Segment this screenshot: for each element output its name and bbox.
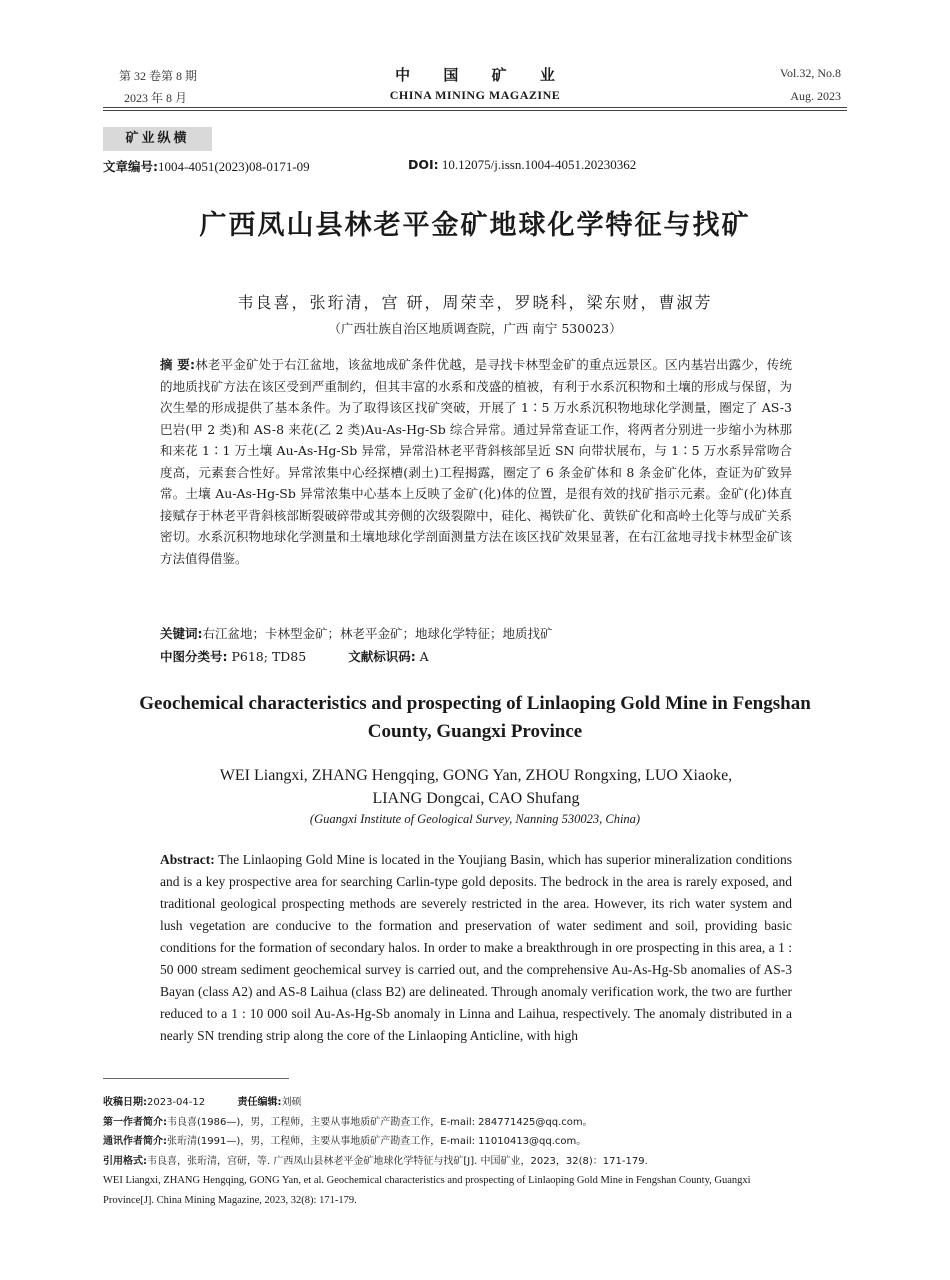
header-rule-bottom: [103, 110, 847, 111]
authors-en-line-1: WEI Liangxi, ZHANG Hengqing, GONG Yan, ZHOU Rongxing, LUO Xiaoke,: [219, 767, 733, 784]
article-number: [103, 157, 310, 175]
received-date: 2023-04-12: [147, 1097, 206, 1108]
abstract-en: [160, 849, 792, 1047]
journal-date-cn: 2023 年 8 月: [124, 91, 188, 105]
section-tag: 矿业纵横: [103, 127, 212, 151]
clc-label: 中图分类号:: [160, 649, 228, 664]
keywords-cn: [160, 624, 553, 642]
citation-label: 引用格式:: [103, 1155, 147, 1167]
keywords-text: 右江盆地；卡林型金矿；林老平金矿；地球化学特征；地质找矿: [202, 626, 553, 641]
abstract-en-text: The Linlaoping Gold Mine is located in the Youjiang Basin, which has superior mineralization conditions and is a key prospective area for searching Carlin-type gold deposits. The bedrock in the area is rarely exposed, and traditional geological prospecting methods are severely restricted in the area. However, its rich water system and lush vegetation are conducive to the formation and preservation of water sediment and soil, providing basic conditions for the formation of secondary halos. In order to make a breakthrough in ore prospecting in this area, a 1 : 50 000 stream sediment geochemical survey is carried out, and the comprehensive Au-As-Hg-Sb anomalies of AS-3 Bayan (class A2) and AS-8 Laihua (class B2) are delineated. Through anomaly verification work, the two are further reduced to a 1 : 10 000 soil Au-As-Hg-Sb anomaly in Linna and Laihua, respectively. The anomaly distributed in a nearly SN trending strip along the core of the Linlaoping Anticline, with high: [160, 852, 792, 1043]
corresponding-label: 通讯作者简介:: [103, 1136, 167, 1147]
header-rule-top: [103, 107, 847, 108]
authors-cn: 韦良喜，张珩清，宫 研，周荣幸，罗晓科，梁东财，曹淑芳: [237, 293, 713, 312]
article-number-label: 文章编号:: [103, 159, 158, 174]
abstract-en-label: Abstract:: [160, 852, 215, 867]
doi-label: DOI:: [408, 157, 439, 172]
citation-en-line-2: Province[J]. China Mining Magazine, 2023, 32(8): 171-179.: [103, 1194, 357, 1206]
journal-date-en: Aug. 2023: [790, 89, 841, 103]
authors-en: [160, 764, 792, 810]
abstract-cn: [160, 354, 792, 569]
clc-value: P618; TD85: [231, 649, 307, 664]
affiliation-en: (Guangxi Institute of Geological Survey, Nanning 530023, China): [309, 812, 641, 826]
doi: [408, 157, 636, 173]
paper-title-cn: 广西凤山县林老平金矿地球化学特征与找矿: [199, 210, 751, 241]
corresponding-text: 张珩清(1991—)，男，工程师，主要从事地质矿产勘查工作，E-mail: 11010413@qq.com。: [167, 1136, 587, 1147]
first-author-line: [103, 1113, 853, 1133]
citation-en-line-1: WEI Liangxi, ZHANG Hengqing, GONG Yan, et al. Geochemical characteristics and prospecting of Linlaoping Gold Mine in Fengshan County, Guangxi: [103, 1175, 751, 1186]
first-author-label: 第一作者简介:: [103, 1116, 167, 1128]
received-label: 收稿日期:: [103, 1097, 147, 1108]
abstract-cn-text: 林老平金矿处于右江盆地，该盆地成矿条件优越，是寻找卡林型金矿的重点远景区。区内基岩出露少，传统的地质找矿方法在该区受到严重制约，但其丰富的水系和茂盛的植被，有利于水系沉积物和土壤的形成与保留，为次生晕的形成提供了基本条件。为了取得该区找矿突破，开展了 1∶5 万水系沉积物地球化学测量，圈定了 AS-3 巴岩(甲 2 类)和 AS-8 来花(乙 2 类)Au-As-Hg-Sb 综合异常。通过异常查证工作，将两者分别进一步缩小为林那和来花 1∶1 万土壤 Au-As-Hg-Sb 异常，异常沿林老平背斜核部呈近 SN 向带状展布，与 1∶5 万水系异常吻合度高，元素套合性好。异常浓集中心经探槽(剥土)工程揭露，圈定了 6 条金矿体和 8 条金矿化体，查证为矿致异常。土壤 Au-As-Hg-Sb 异常浓集中心基本上反映了金矿(化)体的位置，是很有效的找矿指示元素。金矿(化)体直接赋存于林老平背斜核部断裂破碎带或其旁侧的次级裂隙中，硅化、褐铁矿化、黄铁矿化和高岭土化等与成矿关系密切。水系沉积物地球化学测量和土壤地球化学剖面测量方法在该区找矿效果显著，在右江盆地寻找卡林型金矿该方法值得借鉴。: [160, 357, 792, 566]
corresponding-author-line: [103, 1132, 853, 1152]
journal-name-cn: 中 国 矿 业: [395, 66, 569, 84]
journal-volume-en: Vol.32, No.8: [779, 66, 841, 80]
doc-code-label: 文献标识码:: [348, 649, 416, 664]
received-line: [103, 1093, 853, 1113]
footnotes: [103, 1093, 853, 1210]
citation-cn: 韦良喜，张珩清，宫研，等. 广西凤山县林老平金矿地球化学特征与找矿[J]. 中国矿业，2023，32(8)：171-179.: [147, 1155, 648, 1167]
first-author-text: 韦良喜(1986—)，男，工程师，主要从事地质矿产勘查工作，E-mail: 284771425@qq.com。: [167, 1116, 593, 1128]
citation-line: [103, 1152, 853, 1172]
journal-name-en: CHINA MINING MAGAZINE: [389, 88, 561, 102]
editor-name: 刘硕: [281, 1097, 302, 1108]
article-number-value: 1004-4051(2023)08-0171-09: [158, 159, 310, 174]
keywords-label: 关键词:: [160, 626, 203, 641]
doi-value[interactable]: 10.12075/j.issn.1004-4051.20230362: [441, 157, 637, 172]
classification: [160, 647, 429, 665]
affiliation-cn: （广西壮族自治区地质调查院，广西 南宁 530023）: [328, 321, 622, 336]
abstract-cn-label: 摘 要:: [160, 357, 195, 372]
authors-en-line-2: LIANG Dongcai, CAO Shufang: [372, 790, 580, 807]
editor-label: 责任编辑:: [237, 1097, 282, 1108]
doc-code-value: A: [419, 649, 429, 664]
journal-volume-cn: 第 32 卷第 8 期: [119, 69, 198, 83]
footnote-rule: [103, 1078, 289, 1079]
paper-title-en: Geochemical characteristics and prospecting of Linlaoping Gold Mine in Fengshan County, Guangxi Province: [139, 693, 811, 742]
